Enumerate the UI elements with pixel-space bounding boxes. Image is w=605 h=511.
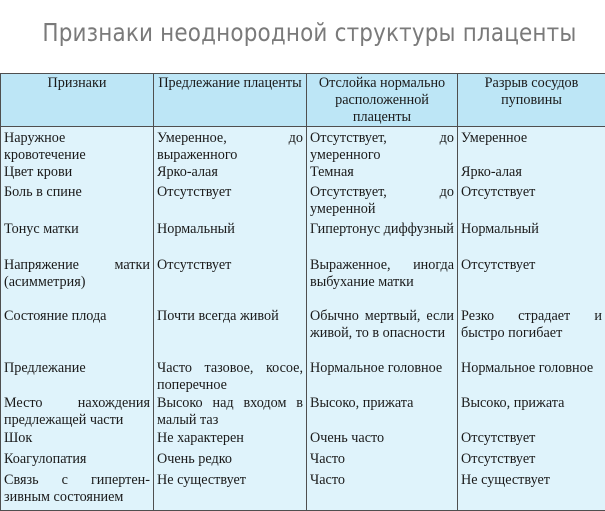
table-cell: Боль в спине xyxy=(1,184,154,221)
table-cell: Цвет крови xyxy=(1,164,154,184)
table-row xyxy=(1,430,605,451)
header-cell: Предлежание плаценты xyxy=(154,74,307,127)
table-cell: Очень часто xyxy=(307,430,458,451)
table-cell: Отсутствует xyxy=(154,257,307,308)
table-cell: Резко страдает и быстро погибает xyxy=(458,308,605,360)
table-cell: Состояние плода xyxy=(1,308,154,360)
page-title: Признаки неоднородной структуры плаценты xyxy=(42,18,577,47)
header-cell: Разрыв сосудов пуповины xyxy=(458,74,605,127)
table-cell: Высоко над входом в малый таз xyxy=(154,395,307,430)
table-row xyxy=(1,360,605,395)
table-row xyxy=(1,127,605,165)
table-header-row xyxy=(1,74,605,127)
table-cell: Отсутствует xyxy=(458,451,605,472)
table-cell: Высоко, прижата xyxy=(307,395,458,430)
table-cell: Место нахождения предлежащей части xyxy=(1,395,154,430)
table-row xyxy=(1,257,605,308)
table-cell: Темная xyxy=(307,164,458,184)
table-cell: Выраженное, иногда выбухание матки xyxy=(307,257,458,308)
table-cell: Шок xyxy=(1,430,154,451)
table-cell: Ярко-алая xyxy=(458,164,605,184)
table-cell: Связь с гипертен-зивным состоянием xyxy=(1,472,154,510)
comparison-table xyxy=(0,73,605,511)
table-cell: Отсутствует, до умеренной xyxy=(307,184,458,221)
table-cell: Предлежание xyxy=(1,360,154,395)
table-cell: Почти всегда живой xyxy=(154,308,307,360)
table-cell: Не характерен xyxy=(154,430,307,451)
table-cell: Умеренное xyxy=(458,127,605,165)
table-cell: Отсутствует, до умеренного xyxy=(307,127,458,165)
table-row xyxy=(1,472,605,510)
table-row xyxy=(1,221,605,257)
table-cell: Не существует xyxy=(458,472,605,510)
table-row xyxy=(1,395,605,430)
table-cell: Отсутствует xyxy=(458,257,605,308)
table-cell: Отсутствует xyxy=(458,430,605,451)
table-row xyxy=(1,164,605,184)
table-cell: Умеренное, до выраженного xyxy=(154,127,307,165)
table-cell: Обычно мертвый, если живой, то в опасности xyxy=(307,308,458,360)
table-cell: Наружное кровотечение xyxy=(1,127,154,165)
header-cell: Отслойка нормально расположенной плаценты xyxy=(307,74,458,127)
table-cell: Тонус матки xyxy=(1,221,154,257)
table-cell: Не существует xyxy=(154,472,307,510)
table-cell: Гипертонус диффузный xyxy=(307,221,458,257)
table-cell: Очень редко xyxy=(154,451,307,472)
table-cell: Нормальное головное xyxy=(307,360,458,395)
table-cell: Высоко, прижата xyxy=(458,395,605,430)
table-cell: Часто xyxy=(307,451,458,472)
table-cell: Отсутствует xyxy=(458,184,605,221)
table-cell: Нормальный xyxy=(458,221,605,257)
table-row xyxy=(1,451,605,472)
table-row xyxy=(1,184,605,221)
table-cell: Нормальное головное xyxy=(458,360,605,395)
header-cell: Признаки xyxy=(1,74,154,127)
table-cell: Часто тазовое, косое, поперечное xyxy=(154,360,307,395)
table-cell: Напряжение матки (асимметрия) xyxy=(1,257,154,308)
table-container xyxy=(0,73,605,511)
table-cell: Коагулопатия xyxy=(1,451,154,472)
table-cell: Отсутствует xyxy=(154,184,307,221)
table-cell: Ярко-алая xyxy=(154,164,307,184)
table-cell: Часто xyxy=(307,472,458,510)
table-row xyxy=(1,308,605,360)
table-cell: Нормальный xyxy=(154,221,307,257)
